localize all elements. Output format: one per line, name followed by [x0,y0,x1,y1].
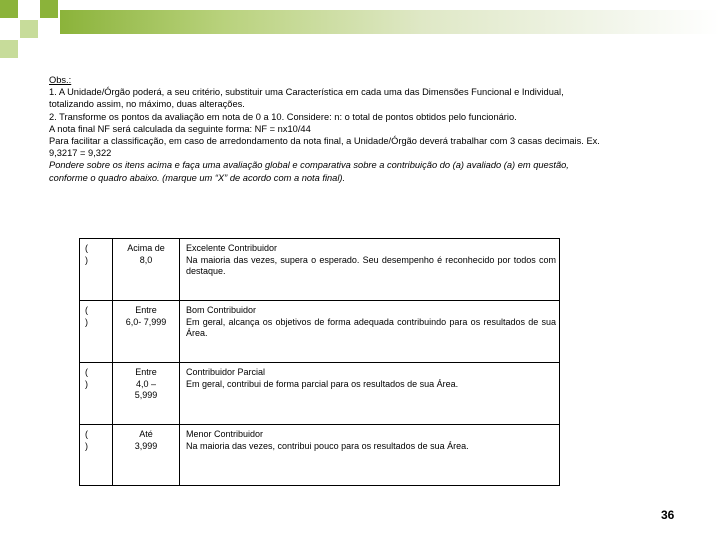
range-text: 6,0- 7,999 [125,316,167,327]
obs-heading: Obs.: [49,75,72,85]
description-cell [180,363,560,425]
category-title: Menor Contribuidor [186,429,264,439]
deco-square [0,0,18,18]
range-text: 5,999 [134,390,158,400]
mark-open: ( [85,367,88,377]
range-text: Acima de [127,243,165,253]
deco-square [0,40,18,58]
deco-square [20,0,38,18]
mark-open: ( [85,243,88,253]
range-text: 8,0 [139,254,153,265]
mark-cell[interactable] [80,425,113,486]
deco-square [40,0,58,18]
deco-square [0,20,18,38]
classification-table [79,238,560,486]
range-cell [113,425,180,486]
range-text: Entre [135,367,157,377]
page-number: 36 [661,508,675,522]
table-row [80,363,560,425]
range-text: 4,0 – [135,378,157,389]
obs-line: 2. Transforme os pontos da avaliação em nota de 0 a 10. Considere: n: o total de pontos obtidos pelo funcionário. [49,111,517,122]
category-desc: Em geral, alcança os objetivos de forma adequada contribuindo para os resultados de sua Área. [186,316,556,338]
description-cell [180,425,560,486]
obs-line: Para facilitar a classificação, em caso de arredondamento da nota final, a Unidade/Órgão deverá trabalhar com 3 casas decimais. Ex. [49,136,600,147]
obs-line: conforme o quadro abaixo. (marque um “X” de acordo com a nota final). [49,172,346,183]
obs-line: 1. A Unidade/Órgão poderá, a seu critério, substituir uma Característica em cada uma das Dimensões Funcional e Individual, [49,87,564,98]
deco-square [20,20,38,38]
mark-close: ) [85,254,88,265]
mark-cell[interactable] [80,363,113,425]
mark-close: ) [85,440,88,451]
range-text: Entre [135,305,157,315]
obs-line: 9,3217 = 9,322 [49,148,112,159]
table-row [80,239,560,301]
observations-block [49,74,689,184]
range-text: 3,999 [134,440,158,451]
obs-line: A nota final NF será calculada da seguinte forma: NF = nx10/44 [49,123,311,134]
category-title: Bom Contribuidor [186,305,257,315]
table-row [80,425,560,486]
mark-close: ) [85,316,88,327]
range-text: Até [139,429,153,439]
range-cell [113,301,180,363]
mark-cell[interactable] [80,239,113,301]
mark-open: ( [85,305,88,315]
mark-open: ( [85,429,88,439]
category-title: Contribuidor Parcial [186,367,266,377]
mark-cell[interactable] [80,301,113,363]
category-desc: Na maioria das vezes, contribui pouco para os resultados de sua Área. [186,440,469,451]
category-title: Excelente Contribuidor [186,243,278,253]
description-cell [180,239,560,301]
range-cell [113,363,180,425]
table-row [80,301,560,363]
range-cell [113,239,180,301]
category-desc: Em geral, contribui de forma parcial para os resultados de sua Área. [186,378,459,389]
category-desc: Na maioria das vezes, supera o esperado. Seu desempenho é reconhecido por todos com destaque. [186,254,556,276]
mark-close: ) [85,378,88,389]
description-cell [180,301,560,363]
header-gradient-bar [60,10,720,34]
obs-line: Pondere sobre os itens acima e faça uma avaliação global e comparativa sobre a contribuição do (a) avaliado (a) em questão, [49,160,569,171]
obs-line: totalizando assim, no máximo, duas alterações. [49,99,245,110]
